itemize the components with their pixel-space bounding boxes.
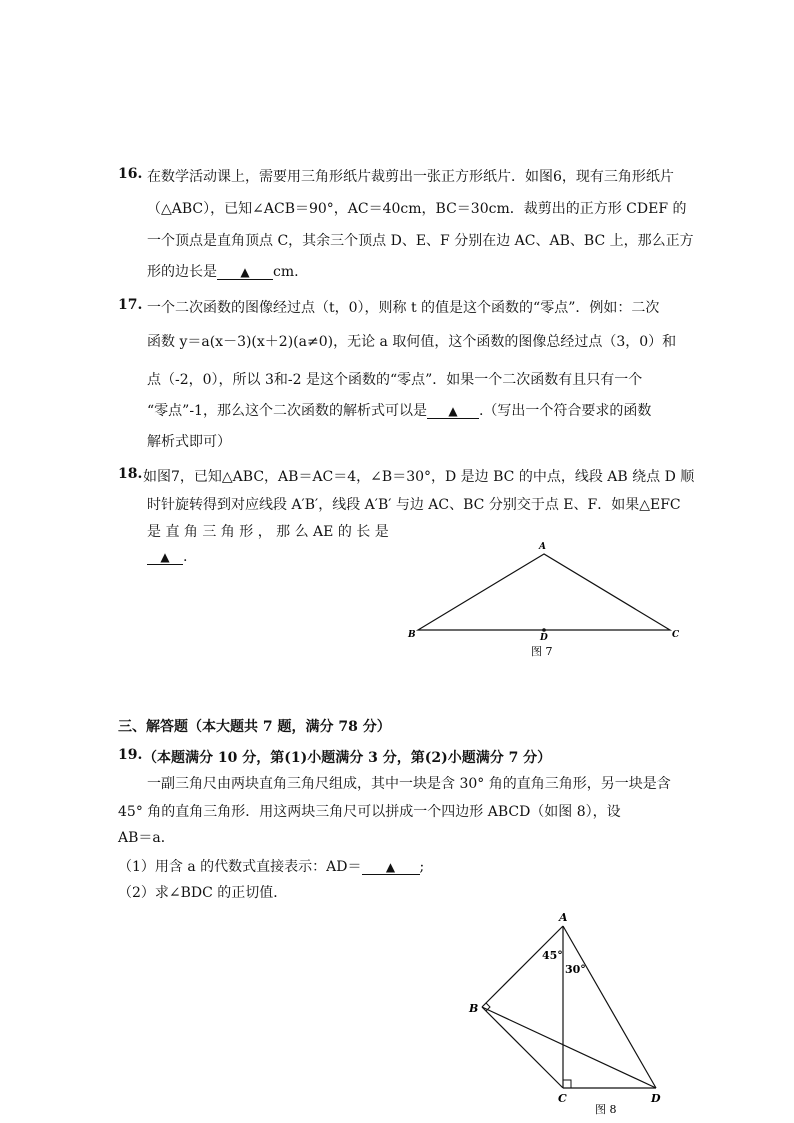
question-number: 19. — [118, 747, 143, 763]
midpoint-d-dot — [542, 628, 546, 632]
question-text-line: 一副三角尺由两块直角三角尺组成，其中一块是含 30° 角的直角三角形，另一块是含 — [147, 776, 671, 792]
vertex-label-c: C — [672, 630, 680, 640]
question-number: 17. — [118, 297, 143, 313]
question-text-line: 如图7，已知△ABC，AB＝AC＝4，∠B＝30°，D 是边 BC 的中点，线段 AB 绕点 D 顺 — [143, 469, 695, 485]
question-text-line: 函数 y＝a(x－3)(x＋2)(a≠0)，无论 a 取何值，这个函数的图像总经过点（3，0）和 — [147, 334, 677, 350]
question-text-line: 45° 角的直角三角形．用这两块三角尺可以拼成一个四边形 ABCD（如图 8），设 — [118, 804, 621, 820]
angle-label-30: 30° — [565, 963, 586, 976]
section-title: 三、解答题（本大题共 7 题，满分 78 分） — [118, 719, 391, 735]
text-fragment: cm. — [273, 264, 299, 280]
figure-8 — [460, 908, 670, 1118]
segment-ab — [482, 926, 563, 1007]
question-text-line: 解析式即可） — [147, 434, 231, 450]
question-text-line: 是 直 角 三 角 形 ， 那 么 AE 的 长 是 — [147, 524, 389, 540]
question-text-line — [147, 549, 187, 565]
vertex-label-a: A — [539, 542, 546, 552]
text-fragment: （1）用含 a 的代数式直接表示：AD＝ — [118, 859, 362, 875]
triangle-abc — [418, 554, 670, 630]
segment-ad — [563, 926, 656, 1088]
question-text-line: 一个二次函数的图像经过点（t，0），则称 t 的值是这个函数的“零点”．例如：二次 — [147, 300, 660, 316]
figure-caption: 图 8 — [595, 1103, 617, 1116]
text-fragment: “零点”-1，那么这个二次函数的解析式可以是 — [147, 403, 427, 419]
vertex-label-d: D — [651, 1092, 661, 1105]
answer-blank[interactable]: ▲ — [362, 860, 420, 875]
question-text-line: 点（-2，0），所以 3和-2 是这个函数的“零点”．如果一个二次函数有且只有一个 — [147, 372, 643, 388]
answer-blank[interactable]: ▲ — [217, 265, 273, 280]
question-text-line: （△ABC），已知∠ACB＝90°，AC＝40cm，BC＝30cm．裁剪出的正方形 CDEF 的 — [147, 201, 687, 217]
figure-7 — [400, 538, 690, 663]
vertex-label-a: A — [559, 911, 568, 924]
point-label-d: D — [540, 633, 548, 643]
question-text-line — [147, 400, 651, 420]
answer-blank[interactable]: ▲ — [427, 404, 479, 419]
segment-bc — [482, 1007, 563, 1088]
text-fragment: 形的边长是 — [147, 264, 217, 280]
vertex-label-b: B — [408, 630, 416, 640]
answer-blank[interactable]: ▲ — [147, 550, 183, 565]
question-text-line: AB＝a． — [118, 830, 175, 846]
sub-question-1 — [118, 856, 424, 876]
question-text-line — [147, 261, 299, 281]
question-number: 16. — [118, 166, 143, 182]
text-fragment: .（写出一个符合要求的函数 — [478, 403, 652, 419]
text-fragment: ; — [419, 859, 425, 875]
text-fragment: . — [183, 549, 188, 565]
vertex-label-c: C — [558, 1092, 567, 1105]
sub-question-2: （2）求∠BDC 的正切值． — [118, 885, 288, 901]
segment-bd — [482, 1007, 656, 1088]
question-number: 18. — [118, 466, 143, 482]
figure-caption: 图 7 — [531, 645, 553, 658]
angle-label-45: 45° — [542, 949, 563, 962]
question-text-line: 一个顶点是直角顶点 C，其余三个顶点 D、E、F 分别在边 AC、AB、BC 上，那么正方 — [147, 233, 694, 249]
question-text-line: 在数学活动课上，需要用三角形纸片裁剪出一张正方形纸片．如图6，现有三角形纸片 — [147, 169, 674, 185]
right-angle-mark-c — [563, 1080, 571, 1088]
vertex-label-b: B — [469, 1002, 479, 1015]
question-score-header: （本题满分 10 分，第(1)小题满分 3 分，第(2)小题满分 7 分） — [143, 750, 552, 766]
question-text-line: 时针旋转得到对应线段 A′B′，线段 A′B′ 与边 AC、BC 分别交于点 E、F．如果△EFC — [147, 497, 681, 513]
